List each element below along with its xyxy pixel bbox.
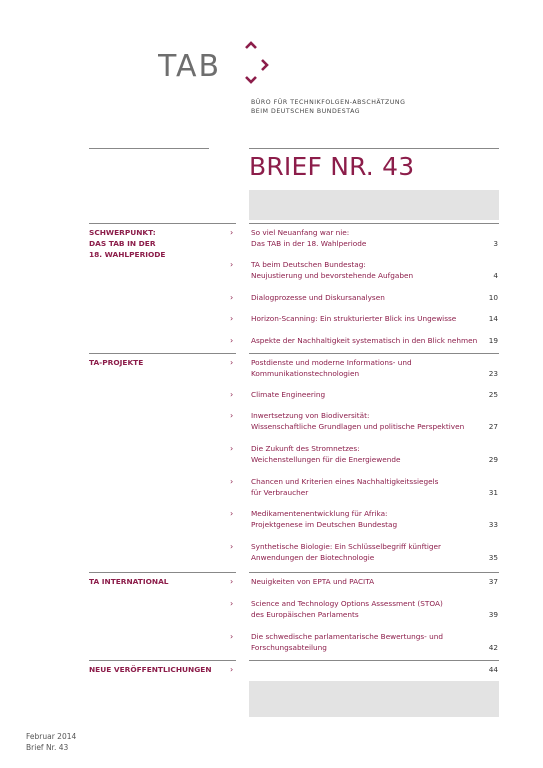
toc-entry-line: So viel Neuanfang war nie: <box>251 228 350 237</box>
toc-page-number: 19 <box>488 336 498 345</box>
toc-entry-line: Postdienste und moderne Informations- und <box>251 358 412 367</box>
tab-logo-text: TAB <box>158 49 222 84</box>
section-label-ta-projekte: TA-PROJEKTE <box>89 358 144 367</box>
toc-entry-line: Horizon-Scanning: Ein strukturierter Blick ins Ungewisse <box>251 314 457 323</box>
chevron-right-icon: › <box>230 577 234 586</box>
toc-entry <box>251 443 467 465</box>
chevron-right-icon: › <box>230 390 234 399</box>
toc-entry-line: TA beim Deutschen Bundestag: <box>251 260 366 269</box>
logo-caret-right-icon <box>262 60 267 70</box>
subtitle-line-2: BEIM DEUTSCHEN BUNDESTAG <box>251 108 361 115</box>
toc-entry <box>251 631 467 653</box>
toc-entry <box>251 598 467 620</box>
toc-entry-line: Neuigkeiten von EPTA und PACITA <box>251 577 375 586</box>
toc-entry-line: Die schwedische parlamentarische Bewertungs- und <box>251 632 444 641</box>
toc-entry-line: Anwendungen der Biotechnologie <box>251 553 375 562</box>
toc-page-number: 44 <box>488 665 498 674</box>
header-rule-right <box>249 148 499 149</box>
chevron-right-icon: › <box>230 665 234 674</box>
chevron-right-icon: › <box>230 444 234 453</box>
toc-entry-line: Das TAB in der 18. Wahlperiode <box>251 239 367 248</box>
toc-entry <box>251 410 467 432</box>
chevron-right-icon: › <box>230 336 234 345</box>
toc-entry-line: Dialogprozesse und Diskursanalysen <box>251 293 385 302</box>
section-label-line: SCHWERPUNKT: <box>89 228 156 237</box>
toc-page-number: 14 <box>488 314 498 323</box>
toc-entry-line: Forschungsabteilung <box>251 643 327 652</box>
toc-page-number: 23 <box>488 369 498 378</box>
toc-page-number: 31 <box>488 488 498 497</box>
toc-entry-line: Medikamentenentwicklung für Afrika: <box>251 509 388 518</box>
logo-caret-down-icon <box>246 77 256 82</box>
chevron-right-icon: › <box>230 599 234 608</box>
toc-page-number: 33 <box>488 520 498 529</box>
subtitle-line-1: BÜRO FÜR TECHNIKFOLGEN-ABSCHÄTZUNG <box>251 99 406 106</box>
chevron-right-icon: › <box>230 293 234 302</box>
toc-entry <box>251 476 467 498</box>
section-label-neue-veroeffentlichungen: NEUE VERÖFFENTLICHUNGEN <box>89 665 212 674</box>
toc-entry-line: Aspekte der Nachhaltigkeit systematisch in den Blick nehmen <box>251 336 478 345</box>
toc-entry <box>251 313 467 324</box>
toc-entry-line: Weichenstellungen für die Energiewende <box>251 455 401 464</box>
tab-logo-graphic <box>158 40 278 85</box>
toc-entry <box>251 357 467 379</box>
toc-entry-line: Die Zukunft des Stromnetzes: <box>251 444 360 453</box>
section-rule-right-4 <box>249 660 499 661</box>
logo-caret-up-icon <box>246 43 256 48</box>
toc-entry <box>251 576 467 587</box>
section-label-ta-international: TA INTERNATIONAL <box>89 577 169 586</box>
toc-entry-line: Inwertsetzung von Biodiversität: <box>251 411 370 420</box>
toc-page-number: 3 <box>493 239 498 248</box>
section-rule-left-3 <box>89 572 236 573</box>
section-rule-right-3 <box>249 572 499 573</box>
toc-page-number: 27 <box>488 422 498 431</box>
toc-entry-line: Synthetische Biologie: Ein Schlüsselbegriff künftiger <box>251 542 442 551</box>
toc-entry-line: für Verbraucher <box>251 488 309 497</box>
tab-logo <box>158 40 278 85</box>
section-label-line: 18. WAHLPERIODE <box>89 250 166 259</box>
toc-entry-line: Science and Technology Options Assessment (STOA) <box>251 599 443 608</box>
toc-entry <box>251 541 467 563</box>
footer-date: Februar 2014 <box>26 732 77 741</box>
chevron-right-icon: › <box>230 358 234 367</box>
page-title: BRIEF NR. 43 <box>249 152 415 181</box>
section-rule-left-4 <box>89 660 236 661</box>
toc-entry <box>251 508 467 530</box>
toc-entry-line: Kommunikationstechnologien <box>251 369 360 378</box>
toc-page-number: 42 <box>488 643 498 652</box>
chevron-right-icon: › <box>230 411 234 420</box>
toc-entry <box>251 292 467 303</box>
chevron-right-icon: › <box>230 314 234 323</box>
toc-page-number: 39 <box>488 610 498 619</box>
chevron-right-icon: › <box>230 632 234 641</box>
section-rule-right-1 <box>249 223 499 224</box>
toc-entry <box>251 335 478 346</box>
bottom-gray-box <box>249 681 499 717</box>
toc-page-number: 35 <box>488 553 498 562</box>
toc-page-number: 37 <box>488 577 498 586</box>
chevron-right-icon: › <box>230 228 234 237</box>
header-rule-left <box>89 148 209 149</box>
institution-subtitle <box>251 98 405 116</box>
section-rule-left-2 <box>89 353 236 354</box>
toc-entry-line: des Europäischen Parlaments <box>251 610 359 619</box>
toc-page-number: 29 <box>488 455 498 464</box>
section-label-schwerpunkt <box>89 227 219 260</box>
chevron-right-icon: › <box>230 509 234 518</box>
toc-entry-line: Projektgenese im Deutschen Bundestag <box>251 520 398 529</box>
footer-issue: Brief Nr. 43 <box>26 743 69 752</box>
toc-page-number: 4 <box>493 271 498 280</box>
section-rule-left-1 <box>89 223 236 224</box>
title-gray-box <box>249 190 499 220</box>
toc-entry-line: Wissenschaftliche Grundlagen und politische Perspektiven <box>251 422 465 431</box>
page-footer <box>26 731 76 753</box>
section-rule-right-2 <box>249 353 499 354</box>
toc-page-number: 25 <box>488 390 498 399</box>
toc-entry-line: Climate Engineering <box>251 390 326 399</box>
toc-entry-line: Neujustierung und bevorstehende Aufgaben <box>251 271 414 280</box>
chevron-right-icon: › <box>230 477 234 486</box>
toc-entry-line: Chancen und Kriterien eines Nachhaltigkeitssiegels <box>251 477 439 486</box>
chevron-right-icon: › <box>230 260 234 269</box>
toc-entry <box>251 259 467 281</box>
chevron-right-icon: › <box>230 542 234 551</box>
toc-page-number: 10 <box>488 293 498 302</box>
toc-entry <box>251 389 467 400</box>
section-label-line: DAS TAB IN DER <box>89 239 156 248</box>
toc-entry <box>251 227 467 249</box>
